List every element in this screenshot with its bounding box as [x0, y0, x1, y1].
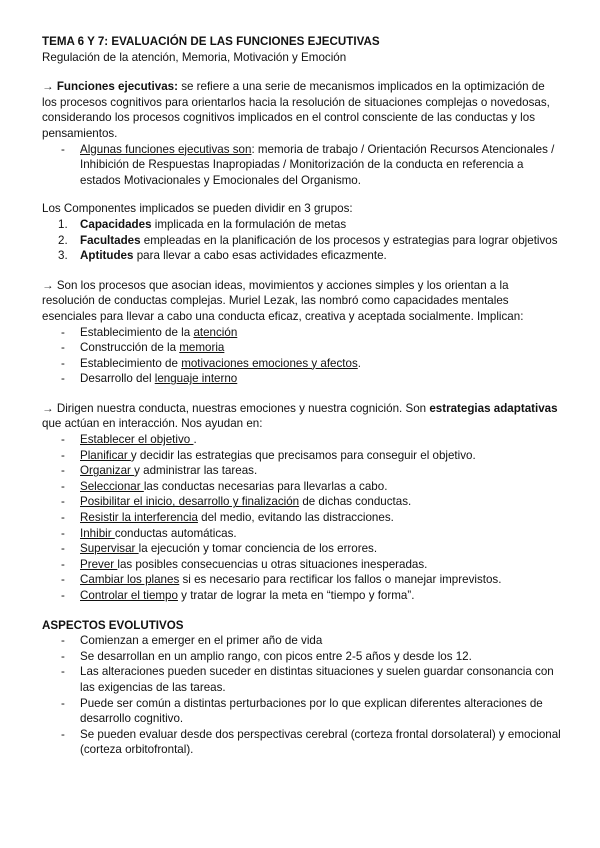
- list-item: 3. Aptitudes para llevar a cabo esas actividades eficazmente.: [58, 249, 387, 263]
- ayudan-list: [42, 432, 562, 604]
- list-item: - Supervisar la ejecución y tomar conciencia de los errores.: [42, 541, 562, 557]
- list-item: - Organizar y administrar las tareas.: [42, 463, 562, 479]
- section-procesos: → Son los procesos que asocian ideas, movimientos y acciones simples y los orientan a la resolución de conductas complejas. Muriel Lezak, las nombró como capacidades mentales esenciales para llevar a cabo una conducta eficaz, creativa y aceptada socialmente. Implican:: [42, 278, 524, 323]
- list-item: - Prever las posibles consecuencias u otras situaciones inesperadas.: [42, 557, 562, 573]
- term-estrategias-adaptativas: estrategias adaptativas: [429, 401, 558, 415]
- document-subtitle: Regulación de la atención, Memoria, Motivación y Emoción: [42, 50, 347, 64]
- list-item: - Desarrollo del lenguaje interno: [42, 371, 562, 387]
- arrow-icon: →: [42, 80, 54, 94]
- list-item: - Inhibir conductas automáticas.: [42, 526, 562, 542]
- list-item: 2. Facultades empleadas en la planificación de los procesos y estrategias para lograr objetivos: [58, 233, 558, 247]
- arrow-icon: →: [42, 278, 54, 292]
- section-funciones-ejecutivas: → Funciones ejecutivas: se refiere a una serie de mecanismos implicados en la optimización de los procesos cognitivos para orientarlos hacia la resolución de situaciones complejas o novedosas, considerando los procesos cognitivos implicados en el control consciente de las conductas y los pensamientos.: [42, 80, 550, 140]
- list-item: 1. Capacidades implicada en la formulación de metas: [58, 217, 347, 231]
- list-item: - Se desarrollan en un amplio rango, con picos entre 2-5 años y desde los 12.: [42, 649, 562, 665]
- arrow-icon: →: [42, 401, 54, 415]
- document-title: TEMA 6 Y 7: EVALUACIÓN DE LAS FUNCIONES EJECUTIVAS: [42, 35, 380, 48]
- list-item: - Establecimiento de motivaciones emociones y afectos.: [42, 356, 562, 372]
- list-item: - Posibilitar el inicio, desarrollo y finalización de dichas conductas.: [42, 494, 562, 510]
- list-item: - Establecimiento de la atención: [42, 325, 562, 341]
- list-item: - Planificar y decidir las estrategias que precisamos para conseguir el objetivo.: [42, 448, 562, 464]
- components-intro: Los Componentes implicados se pueden dividir en 3 grupos:: [42, 202, 353, 216]
- term-funciones-ejecutivas: Funciones ejecutivas:: [56, 80, 178, 94]
- aspectos-list: [42, 633, 562, 758]
- components-list: [42, 217, 562, 264]
- list-item: - Algunas funciones ejecutivas son: memoria de trabajo / Orientación Recursos Atencionales / Inhibición de Respuestas Inapropiadas / Monitorización de la conducta en referencia a estados Motivacionales y Emocionales del Organismo.: [42, 142, 562, 189]
- aspectos-heading: ASPECTOS EVOLUTIVOS: [42, 618, 184, 632]
- list-item: - Establecer el objetivo .: [42, 432, 562, 448]
- funciones-list: [42, 142, 562, 189]
- implican-list: [42, 325, 562, 387]
- list-item: - Las alteraciones pueden suceder en distintas situaciones y suelen guardar consonancia con las exigencias de las tareas.: [42, 664, 562, 695]
- list-item: - Puede ser común a distintas perturbaciones por lo que explican diferentes alteraciones de desarrollo cognitivo.: [42, 696, 562, 727]
- list-item: - Construcción de la memoria: [42, 340, 562, 356]
- list-item: - Seleccionar las conductas necesarias para llevarlas a cabo.: [42, 479, 562, 495]
- list-item: - Se pueden evaluar desde dos perspectivas cerebral (corteza frontal dorsolateral) y emocional (corteza orbitofrontal).: [42, 727, 562, 758]
- list-item: - Comienzan a emerger en el primer año de vida: [42, 633, 562, 649]
- list-item: - Controlar el tiempo y tratar de lograr la meta en “tiempo y forma”.: [42, 588, 562, 604]
- list-item: - Cambiar los planes si es necesario para rectificar los fallos o manejar imprevistos.: [42, 572, 562, 588]
- section-estrategias: → Dirigen nuestra conducta, nuestras emociones y nuestra cognición. Son estrategias adaptativas que actúan en interacción. Nos ayudan en:: [42, 401, 558, 431]
- list-item: - Resistir la interferencia del medio, evitando las distracciones.: [42, 510, 562, 526]
- document-page: [42, 34, 562, 758]
